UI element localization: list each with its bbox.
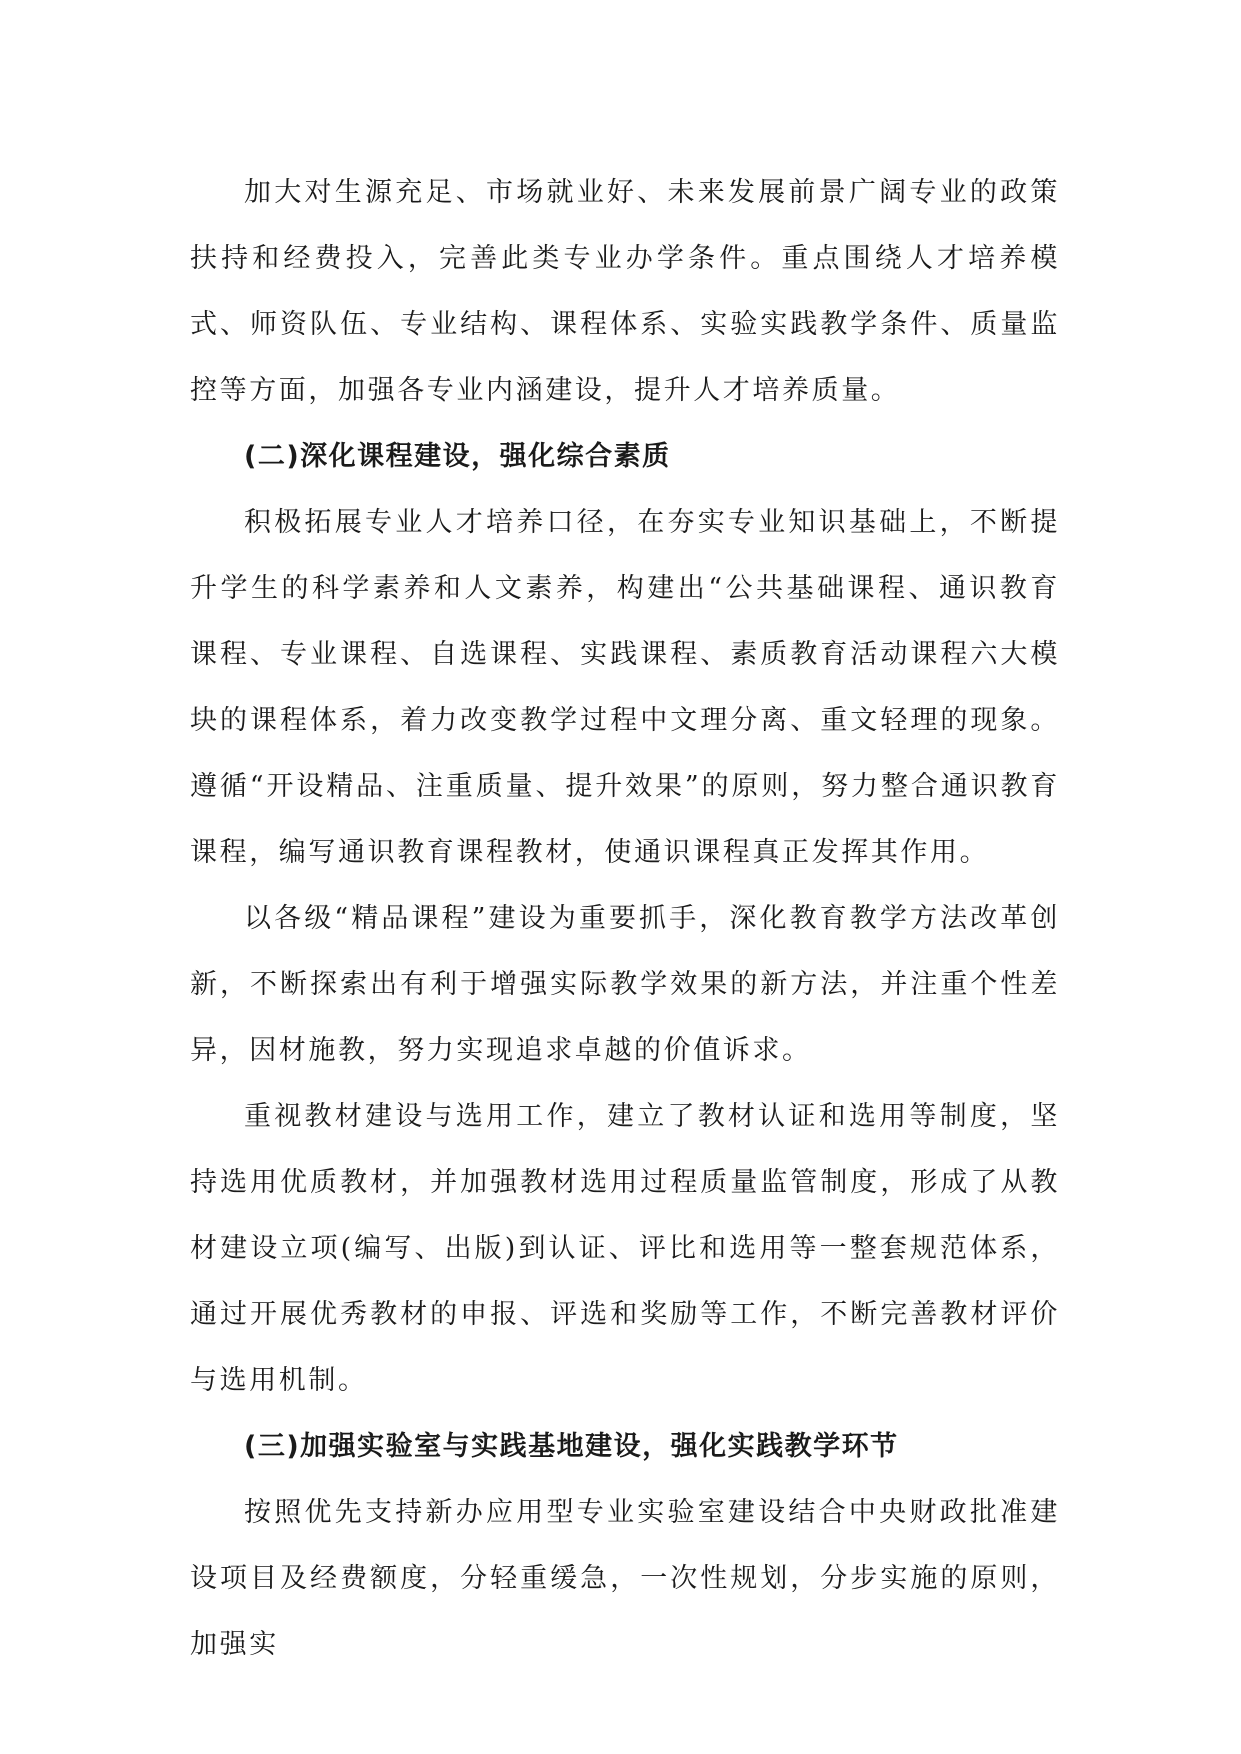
document-body [190, 160, 1060, 1678]
paragraph-4: 重视教材建设与选用工作，建立了教材认证和选用等制度，坚持选用优质教材，并加强教材选用过程质量监管制度，形成了从教材建设立项(编写、出版)到认证、评比和选用等一整套规范体系，通过开展优秀教材的申报、评选和奖励等工作，不断完善教材评价与选用机制。 [190, 1101, 1060, 1396]
paragraph-2: 积极拓展专业人才培养口径，在夯实专业知识基础上，不断提升学生的科学素养和人文素养，构建出“公共基础课程、通识教育课程、专业课程、自选课程、实践课程、素质教育活动课程六大模块的课程体系，着力改变教学过程中文理分离、重文轻理的现象。遵循“开设精品、注重质量、提升效果”的原则，努力整合通识教育课程，编写通识教育课程教材，使通识课程真正发挥其作用。 [190, 507, 1060, 868]
paragraph-1: 加大对生源充足、市场就业好、未来发展前景广阔专业的政策扶持和经费投入，完善此类专业办学条件。重点围绕人才培养模式、师资队伍、专业结构、课程体系、实验实践教学条件、质量监控等方面，加强各专业内涵建设，提升人才培养质量。 [190, 177, 1060, 406]
section-heading-3: (三)加强实验室与实践基地建设，强化实践教学环节 [244, 1431, 899, 1462]
paragraph-5: 按照优先支持新办应用型专业实验室建设结合中央财政批准建设项目及经费额度，分轻重缓急，一次性规划，分步实施的原则，加强实 [190, 1497, 1060, 1660]
section-heading-2: (二)深化课程建设，强化综合素质 [244, 441, 671, 472]
paragraph-3: 以各级“精品课程”建设为重要抓手，深化教育教学方法改革创新，不断探索出有利于增强实际教学效果的新方法，并注重个性差异，因材施教，努力实现追求卓越的价值诉求。 [190, 903, 1060, 1066]
